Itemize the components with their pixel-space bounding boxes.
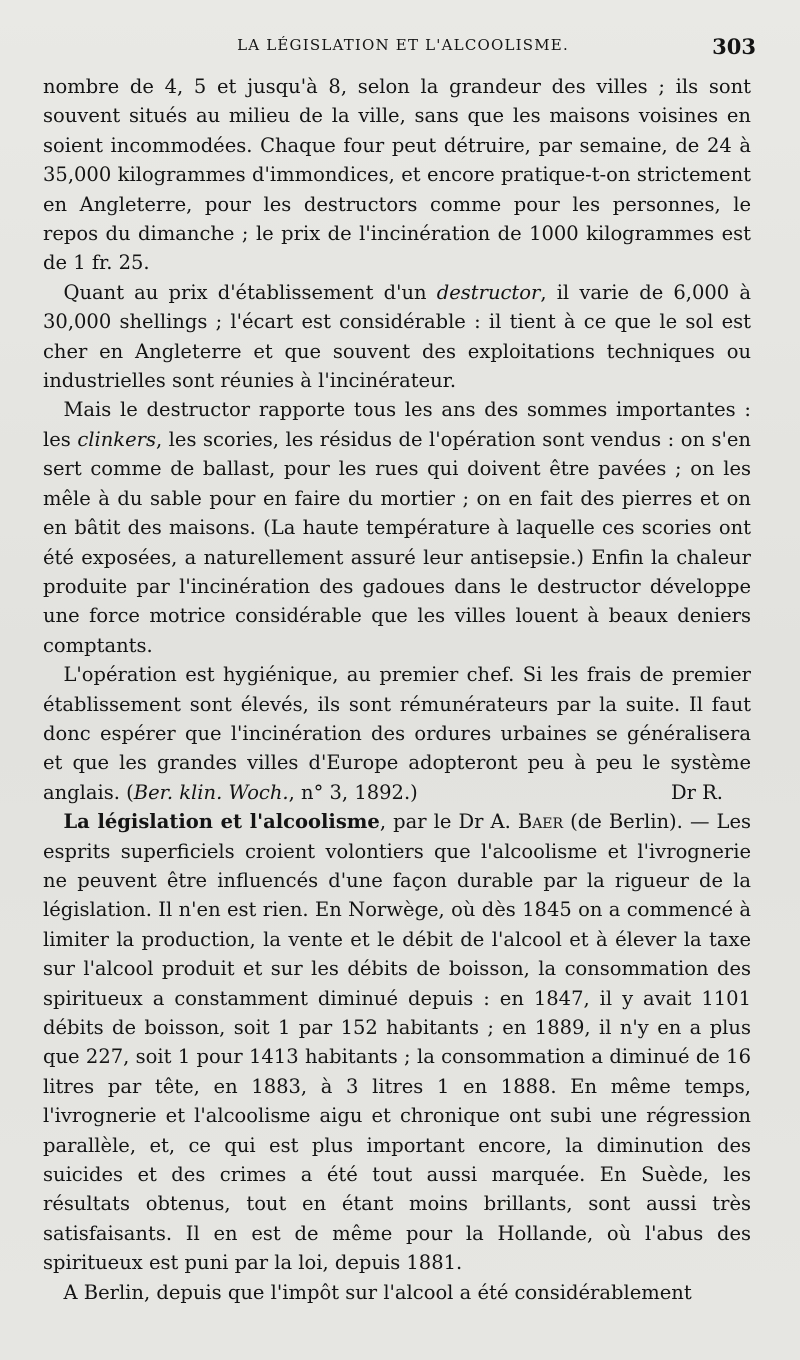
paragraph-text: (de Berlin). — Les esprits superficiels croient volontiers que l'alcoolisme et l'ivrognerie ne peuvent être influencés d'une façon durable par la rigueur de la législation. Il n'en est rien. En Norwège, où dès 1845 on a commencé à limiter la production, la vente et le débit de l'alcool et à élever la taxe sur l'alcool produit et sur les débits de boisson, la consommation des spiritueux a constamment diminué depuis : en 1847, il y avait 1101 débits de boisson, soit 1 par 152 habitants ; en 1889, il n'y en a plus que 227, soit 1 pour 1413 habitants ; la consommation a diminué de 16 litres par tête, en 1883, à 3 litres 1 en 1888. En même temps, l'ivrognerie et l'alcoolisme aigu et chronique ont subi une régression parallèle, et, ce qui est plus important encore, la diminution des suicides et des crimes a été tout aussi marquée. En Suède, les résultats obtenus, tout en étant moins brillants, sont aussi très satisfaisants. Il en est de même pour la Hollande, où l'abus des spiritueux est puni par la loi, depuis 1881. [43,810,752,1275]
paragraph-text: , n° 3, 1892.) [288,780,418,804]
citation-journal: Ber. klin. Woch. [133,780,289,804]
italic-term: destructor [436,280,541,304]
paragraph-text: L'opération est hygiénique, au premier chef. Si les frais de premier établissement sont élevés, ils sont rémunérateurs par la suite. Il faut donc espérer que l'incinération des ordures urbaines se généralisera et que les grandes villes d'Europe adopteront peu à peu le système anglais. ( [43,663,751,804]
paragraph-text: , par le Dr A. [379,810,518,834]
article-title: La législation et l'alcoolisme [63,810,380,834]
paragraph-hygiene [43,660,751,807]
paragraph-destructor-revenue [43,395,751,660]
page-number: 303 [712,34,756,59]
paragraph-text: nombre de 4, 5 et jusqu'à 8, selon la grandeur des villes ; ils sont souvent situés au milieu de la ville, sans que les maisons voisines en soient incommodées. Chaque four peut détruire, par semaine, de 24 à 35,000 kilogrammes d'immondices, et encore pratique-t-on strictement en Angleterre, pour les destructors comme pour les personnes, le repos du dimanche ; le prix de l'incinération de 1000 kilogrammes est de 1 fr. 25. [43,75,751,275]
paragraph-text: A Berlin, depuis que l'impôt sur l'alcool a été considérablement [63,1280,692,1304]
italic-term: clinkers [77,427,156,451]
paragraph-text: Quant au prix d'établissement d'un [63,280,437,304]
paragraph-text: Mais le destructor rapporte tous les ans des sommes importantes : les [43,398,751,451]
paragraph-berlin [43,1278,751,1307]
author-name: Baer [517,810,564,834]
paragraph-text: , les scories, les résidus de l'opération sont vendus : on s'en sert comme de ballast, pour les rues qui doivent être pavées ; on les mêle à du sable pour en faire du mortier ; on en fait des pierres et on en bâtit des maisons. (La haute température à laquelle ces scories ont été exposées, a naturellement assuré leur antisepsie.) Enfin la chaleur produite par l'incinération des gadoues dans le destructor développe une force motrice considérable que les villes louent à beaux deniers comptants. [43,427,751,657]
page-header [44,34,762,64]
paragraph-text: , il varie de 6,000 à 30,000 shellings ; l'écart est considérable : il tient à ce que le sol est cher en Angleterre et que souvent des exploitations techniques ou industrielles sont réunies à l'incinérateur. [43,280,751,393]
paragraph-destructor-price [43,278,751,396]
article-body [43,72,751,1307]
author-signature: Dr R. [670,780,723,804]
paragraph-legislation-article [43,807,751,1278]
paragraph-incineration-cost [43,72,751,278]
running-head: LA LÉGISLATION ET L'ALCOOLISME. [237,36,569,54]
